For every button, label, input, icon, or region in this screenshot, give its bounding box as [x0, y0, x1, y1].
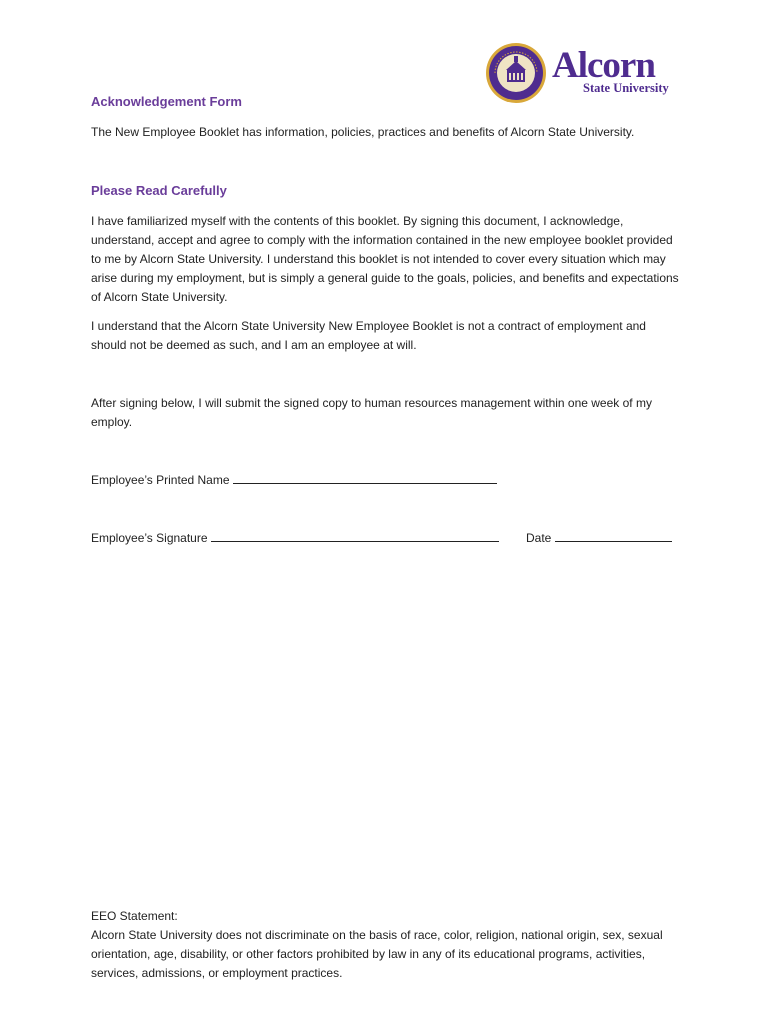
contract-paragraph: I understand that the Alcorn State University New Employee Booklet is not a contract of employment and should not be deemed as such, and I am an employee at will.: [91, 319, 646, 352]
section-heading: Please Read Carefully: [91, 183, 227, 198]
form-title: Acknowledgement Form: [91, 94, 242, 109]
logo-subtitle: State University: [583, 81, 669, 95]
eeo-statement: Alcorn State University does not discriminate on the basis of race, color, religion, national origin, sex, sexual orientation, age, disability, or other factors prohibited by law in any of its educational programs, activities, services, admissions, or employment practices.: [91, 928, 663, 980]
date-label: Date: [526, 531, 552, 545]
eeo-title: EEO Statement:: [91, 909, 178, 923]
logo-wordmark: Alcorn: [552, 45, 655, 86]
printed-name-label: Employee’s Printed Name: [91, 473, 230, 487]
printed-name-blank[interactable]: [233, 471, 497, 484]
university-logo: [485, 42, 675, 106]
signature-field: [91, 529, 499, 545]
submission-paragraph: After signing below, I will submit the signed copy to human resources management within one week of my employ.: [91, 396, 652, 429]
university-seal-icon: [485, 42, 547, 104]
date-field: [526, 529, 672, 545]
date-blank[interactable]: [555, 529, 672, 542]
signature-blank[interactable]: [211, 529, 499, 542]
printed-name-field: [91, 471, 497, 487]
signature-label: Employee’s Signature: [91, 531, 208, 545]
intro-text: The New Employee Booklet has information, policies, practices and benefits of Alcorn State University.: [91, 125, 635, 139]
acknowledgement-paragraph: I have familiarized myself with the contents of this booklet. By signing this document, I acknowledge, understand, accept and agree to comply with the information contained in the new employee booklet provided to me by Alcorn State University. I understand this booklet is not intended to cover every situation which may arise during my employment, but is simply a general guide to the goals, policies, and benefits and expectations of Alcorn State University.: [91, 214, 679, 304]
